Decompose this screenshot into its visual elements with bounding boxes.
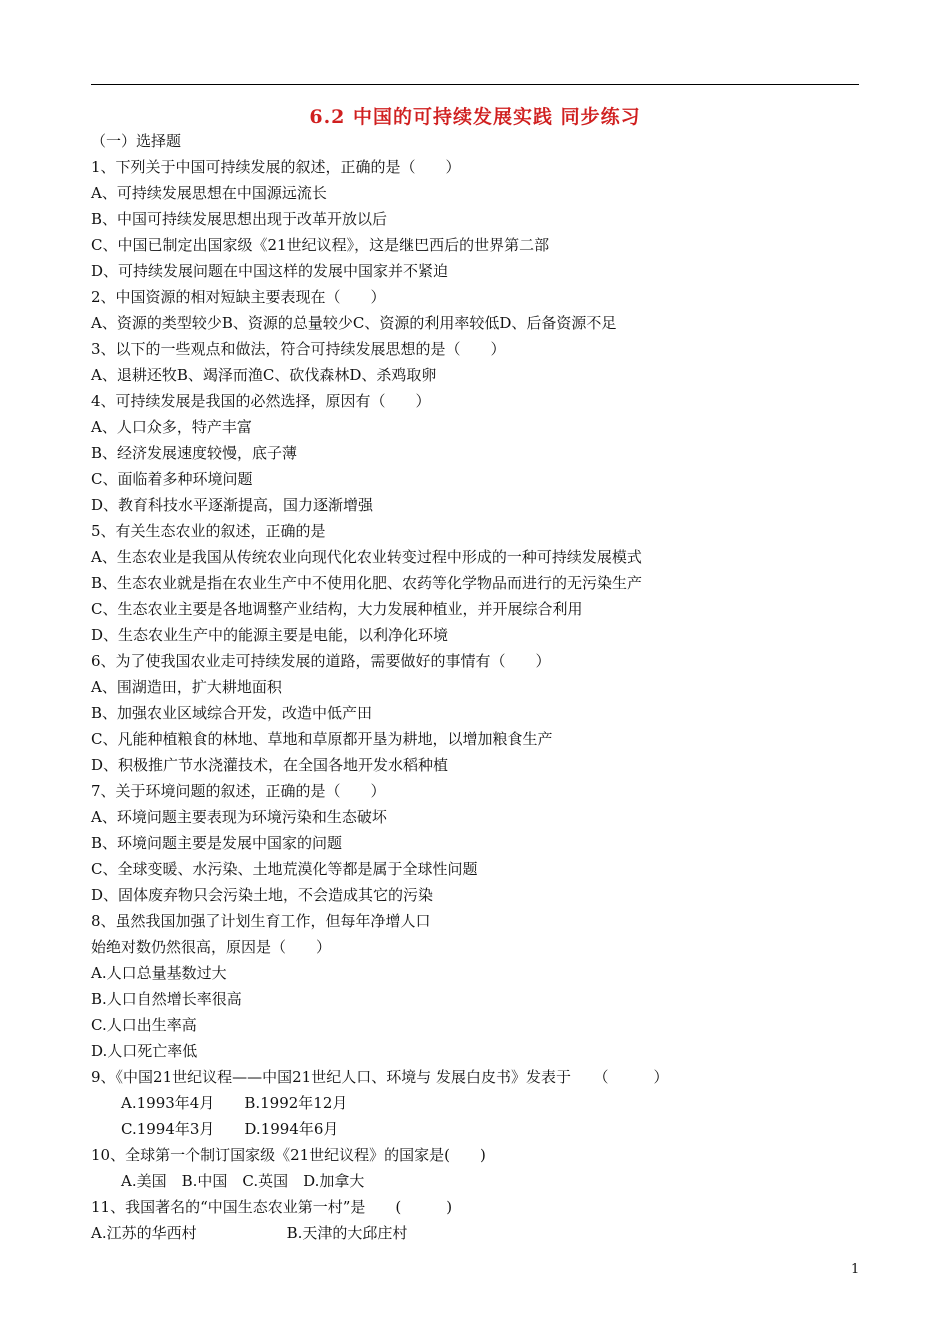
- text-line: B、环境问题主要是发展中国家的问题: [91, 834, 343, 852]
- text-line: C、全球变暖、水污染、土地荒漠化等都是属于全球性问题: [91, 860, 478, 878]
- text-line: 6、为了使我国农业走可持续发展的道路，需要做好的事情有（ ）: [91, 652, 551, 670]
- text-line: 2、中国资源的相对短缺主要表现在（ ）: [91, 288, 386, 306]
- text-line: C、生态农业主要是各地调整产业结构，大力发展种植业，并开展综合利用: [91, 600, 583, 618]
- text-line: A.人口总量基数过大: [91, 964, 227, 982]
- text-line: 10、全球第一个制订国家级《21世纪议程》的国家是( ): [91, 1146, 486, 1164]
- text-line: 3、以下的一些观点和做法，符合可持续发展思想的是（ ）: [91, 340, 506, 358]
- question-list: [91, 128, 871, 1246]
- text-line: B.人口自然增长率很高: [91, 990, 242, 1008]
- text-line: A、人口众多，特产丰富: [91, 418, 252, 436]
- text-line: 1、下列关于中国可持续发展的叙述，正确的是（ ）: [91, 158, 461, 176]
- text-line: A.1993年4月 B.1992年12月: [121, 1094, 348, 1112]
- text-line: 7、关于环境问题的叙述，正确的是（ ）: [91, 782, 386, 800]
- text-line: A、围湖造田，扩大耕地面积: [91, 678, 282, 696]
- text-line: A、环境问题主要表现为环境污染和生态破坏: [91, 808, 387, 826]
- page-title: 6.2 中国的可持续发展实践 同步练习: [309, 106, 641, 128]
- text-line: B、中国可持续发展思想出现于改革开放以后: [91, 210, 388, 228]
- text-line: D、可持续发展问题在中国这样的发展中国家并不紧迫: [91, 262, 449, 280]
- text-line: D、生态农业生产中的能源主要是电能，以利净化环境: [91, 626, 449, 644]
- text-line: A、可持续发展思想在中国源远流长: [91, 184, 327, 202]
- page-number: 1: [851, 1262, 860, 1277]
- text-line: A、生态农业是我国从传统农业向现代化农业转变过程中形成的一种可持续发展模式: [91, 548, 642, 566]
- text-line: 11、我国著名的“中国生态农业第一村”是 ( ): [91, 1198, 453, 1216]
- text-line: （一）选择题: [91, 132, 182, 150]
- header-rule: [91, 84, 859, 85]
- text-line: C.1994年3月 D.1994年6月: [121, 1120, 339, 1138]
- text-line: C.人口出生率高: [91, 1016, 197, 1034]
- text-line: C、凡能种植粮食的林地、草地和草原都开垦为耕地，以增加粮食生产: [91, 730, 553, 748]
- text-line: D、积极推广节水浇灌技术，在全国各地开发水稻种植: [91, 756, 449, 774]
- text-line: A.江苏的华西村 B.天津的大邱庄村: [91, 1224, 408, 1242]
- text-line: D.人口死亡率低: [91, 1042, 198, 1060]
- text-line: 始绝对数仍然很高，原因是（ ）: [91, 938, 332, 956]
- text-line: C、面临着多种环境问题: [91, 470, 253, 488]
- text-line: 9、《中国21世纪议程——中国21世纪人口、环境与 发展白皮书》发表于 （ ）: [91, 1068, 669, 1086]
- text-line: 8、虽然我国加强了计划生育工作，但每年净增人口: [91, 912, 431, 930]
- text-line: A.美国 B.中国 C.英国 D.加拿大: [121, 1172, 365, 1190]
- text-line: D、固体废弃物只会污染土地，不会造成其它的污染: [91, 886, 434, 904]
- text-line: B、加强农业区域综合开发，改造中低产田: [91, 704, 373, 722]
- text-line: B、经济发展速度较慢，底子薄: [91, 444, 298, 462]
- text-line: B、生态农业就是指在农业生产中不使用化肥、农药等化学物品而进行的无污染生产: [91, 574, 643, 592]
- text-line: C、中国已制定出国家级《21世纪议程》，这是继巴西后的世界第二部: [91, 236, 550, 254]
- text-line: A、退耕还牧B、竭泽而渔C、砍伐森林D、杀鸡取卵: [91, 366, 437, 384]
- text-line: 5、有关生态农业的叙述，正确的是: [91, 522, 326, 540]
- text-line: 4、可持续发展是我国的必然选择，原因有（ ）: [91, 392, 431, 410]
- text-line: D、教育科技水平逐渐提高，国力逐渐增强: [91, 496, 374, 514]
- text-line: A、资源的类型较少B、资源的总量较少C、资源的利用率较低D、后备资源不足: [91, 314, 617, 332]
